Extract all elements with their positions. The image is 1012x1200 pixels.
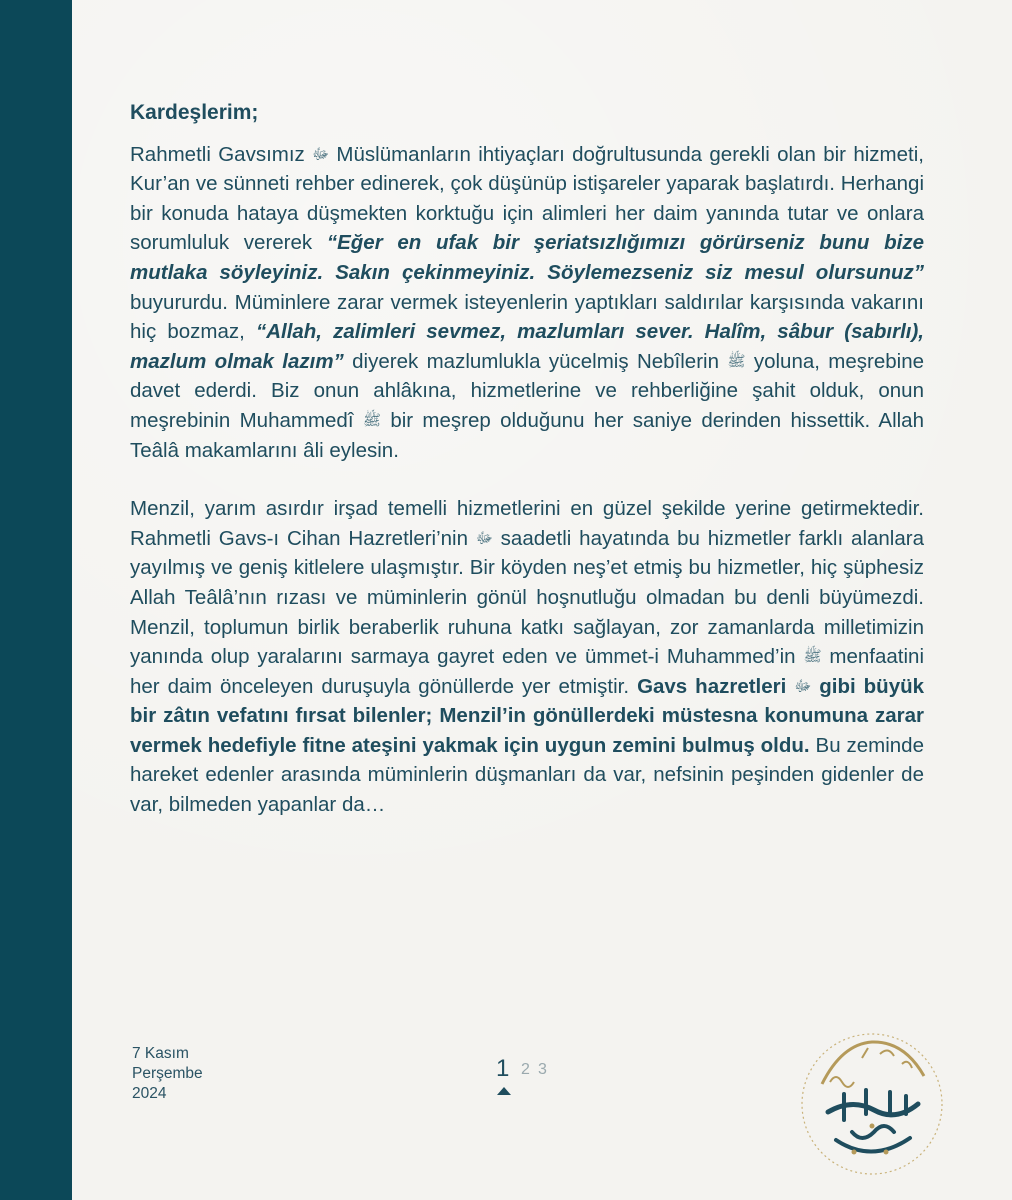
date-day: 7 Kasım	[132, 1045, 189, 1062]
page-3[interactable]: 3	[538, 1061, 547, 1078]
salawat-icon: ﷺ	[362, 410, 381, 429]
honorific-icon: ﷻ	[475, 528, 493, 547]
honorific-icon: ﷻ	[312, 144, 330, 163]
p1-text-5: yoluna, meşrebine davet ederdi. Biz onun ahlâkına, hizmetlerine ve rehberliğine şahit olduk, onun meşrebinin Muhammedî	[130, 349, 925, 432]
p2-text-1: Menzil, yarım asırdır irşad temelli hizmetlerini en güzel şekilde yerine getirmektedir. Rahmetli Gavs-ı Cihan Hazretleri’nin	[130, 497, 924, 550]
date-weekday: Perşembe	[132, 1065, 203, 1082]
p2-text-2: saadetli hayatında bu hizmetler farklı alanlara yayılmış ve geniş kitlelere ulaşmıştır. Bir köyden neş’et etmiş bu hizmetler, hiç şüphesiz Allah Teâlâ’nın rızası ve müminlerin gönül hoşnutluğu olmadan bu denli büyümezdi. Menzil, toplumun birlik beraberlik ruhuna katkı sağlayan, zor zamanlarda milletimizin yanında olup yaralarını sarmaya gayret eden ve ümmet-i Muhammed’in	[130, 526, 924, 669]
p1-text-2: Müslümanların ihtiyaçları doğrultusunda gerekli olan bir hizmeti, Kur’an ve sünneti rehber edinerek, çok düşünüp istişareler yaparak başlatırdı. Herhangi bir konuda hataya düşmekten korktuğu için alimleri her daim yanında tutar ve onlara sorumluluk vererek	[130, 142, 924, 255]
p1-quote-1: “Eğer en ufak bir şeriatsızlığımızı görürseniz bunu bize mutlaka söyleyiniz. Sakın çekinmeyiniz. Söylemezseniz siz mesul olursunuz”	[130, 231, 924, 284]
current-page-caret-icon	[497, 1087, 511, 1095]
p2-text-4: Bu zeminde hareket edenler arasında müminlerin düşmanları da var, nefsinin peşinden gidenler de var, bilmeden yapanlar da…	[130, 733, 924, 817]
page-1-current[interactable]: 1	[496, 1055, 510, 1082]
left-accent-bar	[0, 0, 72, 1200]
salawat-icon: ﷺ	[803, 647, 822, 666]
paper-page	[72, 0, 1012, 1200]
letter-body	[130, 98, 924, 820]
p1-text-4: diyerek mazlumlukla yücelmiş Nebîlerin	[352, 349, 719, 373]
paragraph-2	[130, 494, 924, 820]
pagination	[496, 1055, 576, 1105]
date-year: 2024	[132, 1085, 167, 1102]
p1-quote-2: “Allah, zalimleri sevmez, mazlumları sever. Halîm, sâbur (sabırlı), mazlum olmak lazım”	[130, 320, 924, 373]
p2-bold-1: Gavs hazretleri	[637, 674, 787, 698]
p2-text-3: menfaatini her daim önceleyen duruşuyla gönüllerde yer etmiştir.	[130, 645, 925, 698]
date-block	[132, 1044, 203, 1104]
page-2[interactable]: 2	[521, 1061, 530, 1078]
honorific-icon: ﷻ	[794, 676, 812, 695]
p1-text-6: bir meşrep olduğunu her saniye derinden hissettik. Allah Teâlâ makamlarını âli eylesin.	[130, 408, 924, 462]
calligraphy-seal-icon	[782, 1014, 962, 1194]
p1-text-1: Rahmetli Gavsımız	[130, 142, 305, 166]
salutation-heading: Kardeşlerim;	[130, 101, 259, 124]
salawat-icon: ﷺ	[727, 351, 746, 370]
p2-bold-2: gibi büyük bir zâtın vefatını fırsat bilenler; Menzil’in gönüllerdeki müstesna konumuna zarar vermek hedefiyle fitne ateşini yakmak için uygun zemini bulmuş oldu.	[130, 674, 925, 757]
p1-text-3: buyururdu. Müminlere zarar vermek isteyenlerin yaptıkları saldırılar karşısında vakarını hiç bozmaz,	[130, 290, 924, 344]
paragraph-1	[130, 140, 924, 466]
